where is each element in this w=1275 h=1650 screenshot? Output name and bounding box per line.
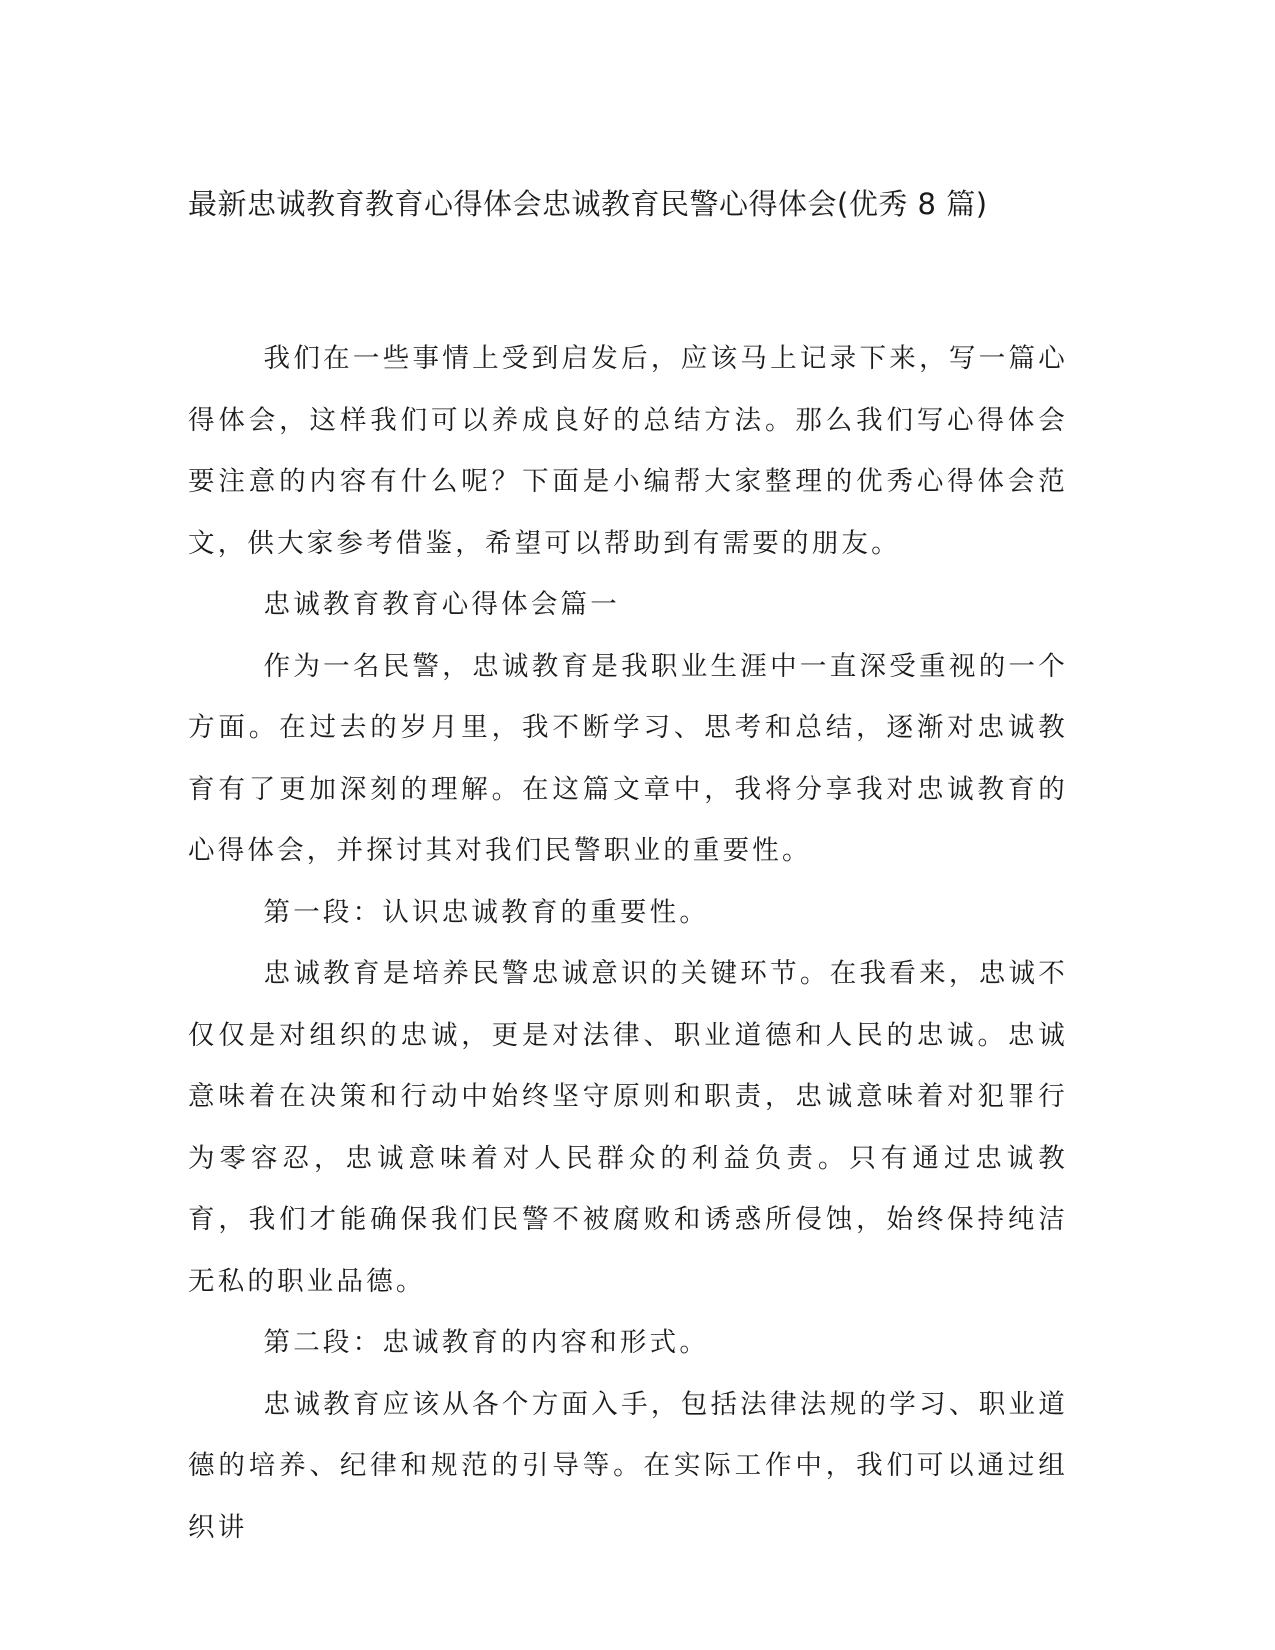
body-paragraph: 忠诚教育是培养民警忠诚意识的关键环节。在我看来，忠诚不仅仅是对组织的忠诚，更是对法律、职业道德和人民的忠诚。忠诚意味着在决策和行动中始终坚守原则和职责，忠诚意味着对犯罪行为零容忍，忠诚意味着对人民群众的利益负责。只有通过忠诚教育，我们才能确保我们民警不被腐败和诱惑所侵蚀，始终保持纯洁无私的职业品德。 — [188, 958, 1068, 1297]
document-body — [188, 328, 1068, 1558]
intro-paragraph: 我们在一些事情上受到启发后，应该马上记录下来，写一篇心得体会，这样我们可以养成良好的总结方法。那么我们写心得体会要注意的内容有什么呢？下面是小编帮大家整理的优秀心得体会范文，供大家参考借鉴，希望可以帮助到有需要的朋友。 — [188, 343, 1068, 559]
subsection-heading-two: 第二段：忠诚教育的内容和形式。 — [263, 1327, 710, 1358]
body-paragraph: 忠诚教育应该从各个方面入手，包括法律法规的学习、职业道德的培养、纪律和规范的引导等。在实际工作中，我们可以通过组织讲 — [188, 1388, 1068, 1543]
document-title: 最新忠诚教育教育心得体会忠诚教育民警心得体会(优秀 8 篇) — [188, 187, 988, 221]
body-paragraph: 作为一名民警，忠诚教育是我职业生涯中一直深受重视的一个方面。在过去的岁月里，我不断学习、思考和总结，逐渐对忠诚教育有了更加深刻的理解。在这篇文章中，我将分享我对忠诚教育的心得体会，并探讨其对我们民警职业的重要性。 — [188, 650, 1068, 866]
section-heading-part-one: 忠诚教育教育心得体会篇一 — [263, 589, 620, 620]
subsection-heading-one: 第一段：认识忠诚教育的重要性。 — [263, 896, 710, 928]
